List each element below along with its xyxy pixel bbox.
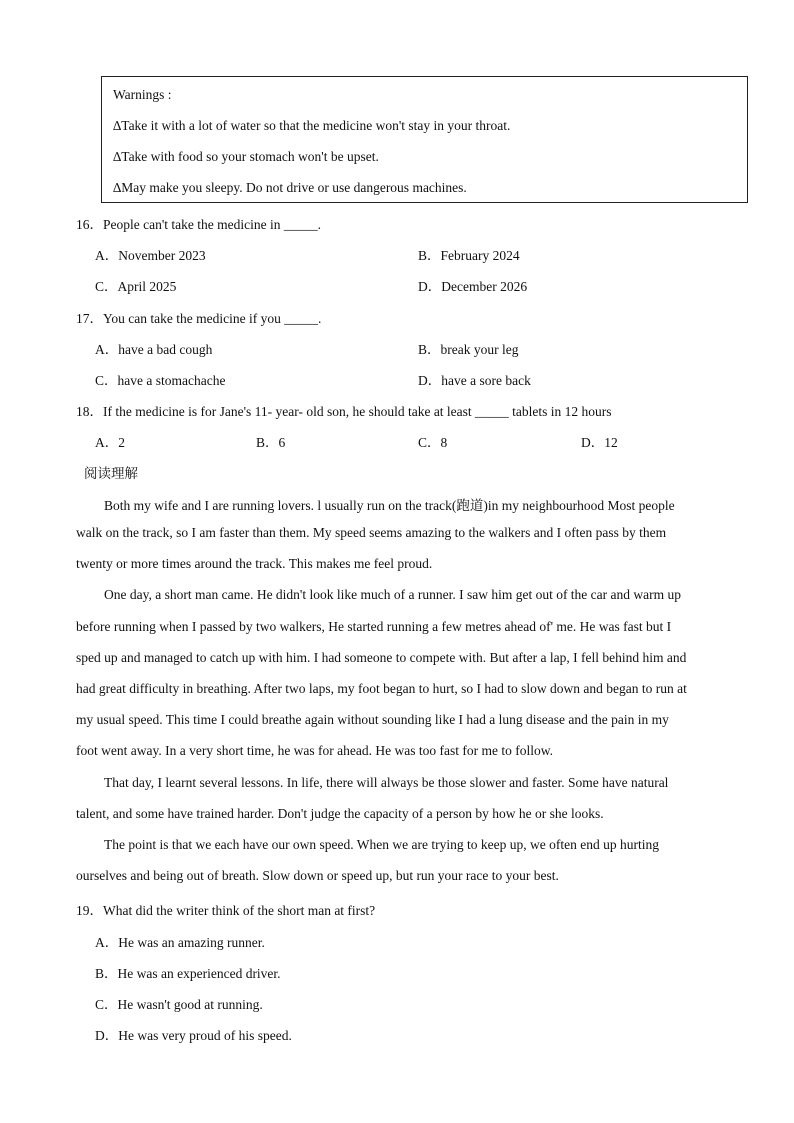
question-19-option-a[interactable]: A．He was an amazing runner. [95,935,265,950]
passage-line: had great difficulty in breathing. After two laps, my foot began to hurt, so I had to slow down and began to run at [76,681,687,696]
question-17-option-c[interactable]: C．have a stomachache [95,373,226,388]
passage-line: walk on the track, so I am faster than them. My speed seems amazing to the walkers and I often pass by them [76,525,667,540]
question-16-option-c[interactable]: C．April 2025 [95,279,177,294]
passage-line: The point is that we each have our own speed. When we are trying to keep up, we often end up hurting [104,837,659,852]
question-19-option-d[interactable]: D．He was very proud of his speed. [95,1028,292,1043]
question-16-option-d[interactable]: D．December 2026 [418,279,528,294]
question-18-stem: 18．If the medicine is for Jane's 11- year- old son, he should take at least _____ tablets in 12 hours [76,404,612,419]
passage-line: talent, and some have trained harder. Don't judge the capacity of a person by how he or she looks. [76,806,604,821]
passage-line: That day, I learnt several lessons. In life, there will always be those slower and faster. Some have natural [104,775,669,790]
question-18-option-d[interactable]: D．12 [581,435,618,450]
passage-line: Both my wife and I are running lovers. l usually run on the track(跑道)in my neighbourhood Most people [104,498,675,513]
question-17-option-a[interactable]: A．have a bad cough [95,342,213,357]
question-16-stem: 16．People can't take the medicine in _____. [76,217,321,232]
section-title: 阅读理解 [84,466,138,482]
question-19-option-b[interactable]: B．He was an experienced driver. [95,966,281,981]
question-17-stem: 17．You can take the medicine if you _____. [76,311,322,326]
warning-item: ∆Take it with a lot of water so that the medicine won't stay in your throat. [113,118,511,133]
passage-line: sped up and managed to catch up with him. I had someone to compete with. But after a lap, I fell behind him and [76,650,687,665]
question-18-option-a[interactable]: A．2 [95,435,125,450]
question-16-option-b[interactable]: B．February 2024 [418,248,520,263]
question-19-stem: 19．What did the writer think of the short man at first? [76,903,376,918]
question-18-option-c[interactable]: C．8 [418,435,448,450]
question-18-option-b[interactable]: B．6 [256,435,286,450]
question-17-option-b[interactable]: B．break your leg [418,342,519,357]
question-19-option-c[interactable]: C．He wasn't good at running. [95,997,263,1012]
question-16-option-a[interactable]: A．November 2023 [95,248,206,263]
passage-line: before running when I passed by two walkers, He started running a few metres ahead of' me. He was fast but I [76,619,672,634]
warnings-title: Warnings : [113,87,172,102]
warning-item: ∆Take with food so your stomach won't be upset. [113,149,379,164]
passage-line: One day, a short man came. He didn't look like much of a runner. I saw him get out of the car and warm up [104,587,682,602]
warning-item: ∆May make you sleepy. Do not drive or use dangerous machines. [113,180,467,195]
passage-line: ourselves and being out of breath. Slow down or speed up, but run your race to your best. [76,868,559,883]
passage-line: twenty or more times around the track. This makes me feel proud. [76,556,433,571]
question-17-option-d[interactable]: D．have a sore back [418,373,531,388]
passage-line: my usual speed. This time I could breathe again without sounding like I had a lung disease and the pain in my [76,712,669,727]
passage-line: foot went away. In a very short time, he was for ahead. He was too fast for me to follow. [76,743,553,758]
warnings-box [101,76,748,203]
